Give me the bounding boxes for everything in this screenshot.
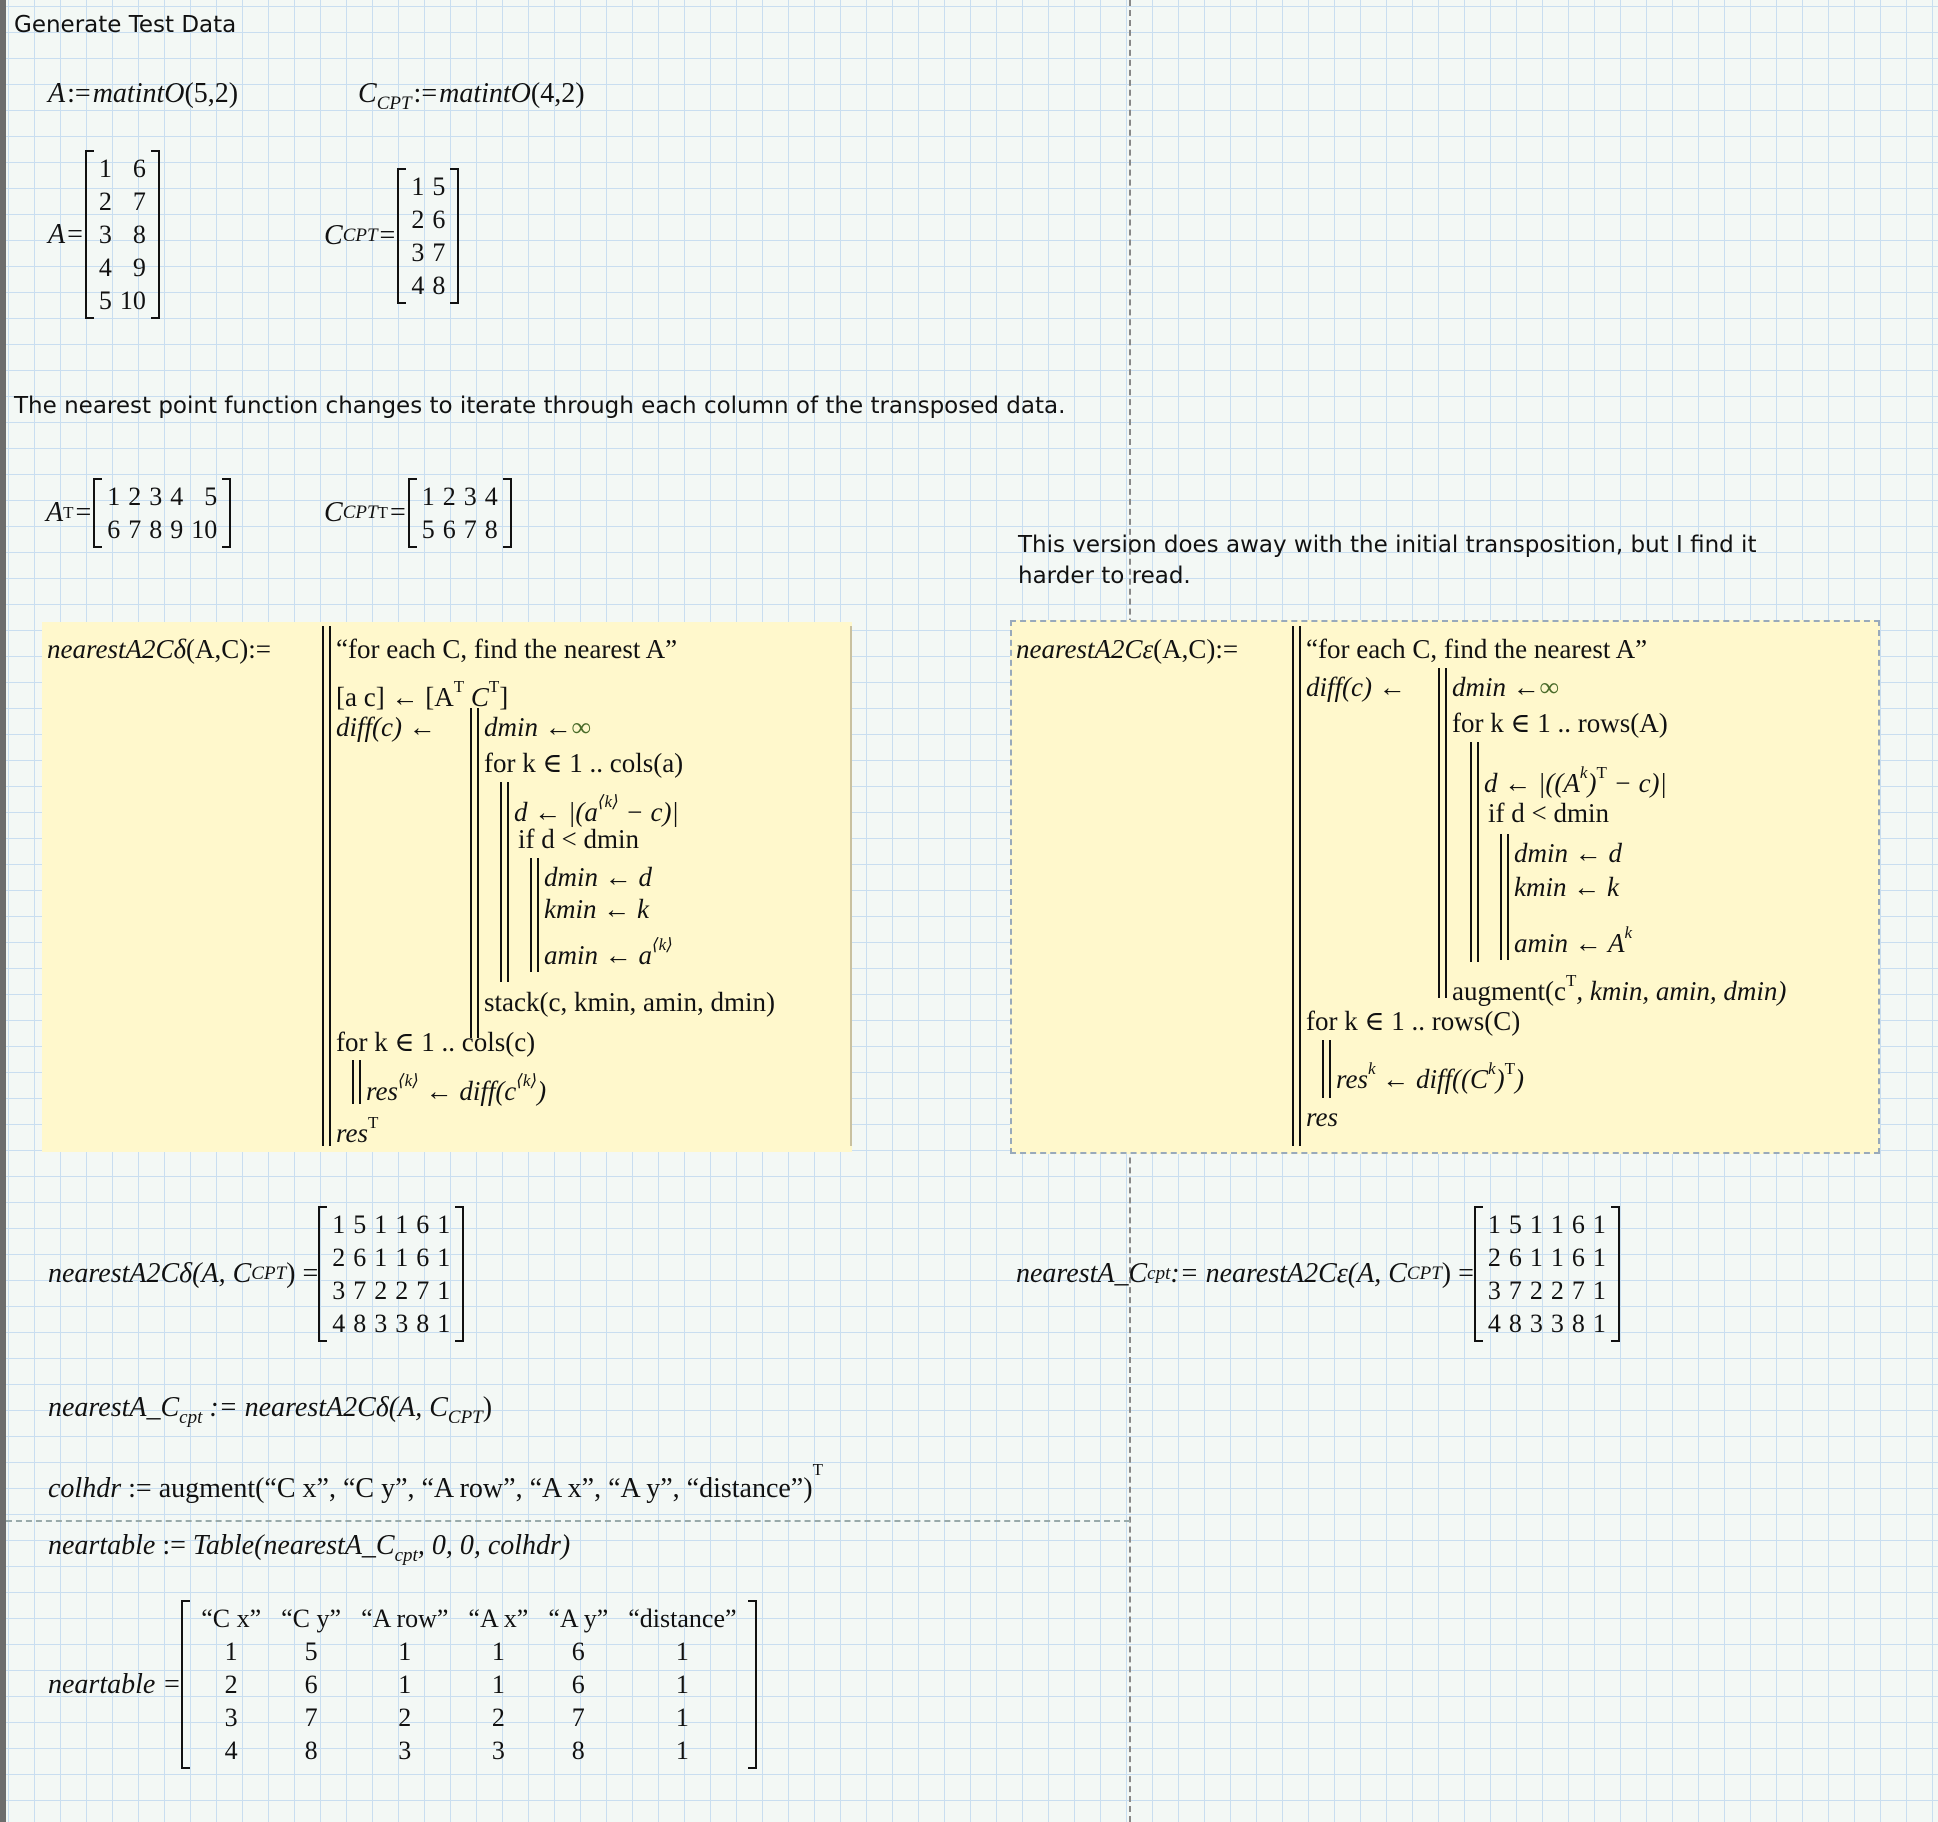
C-evaluation[interactable] [324, 168, 459, 304]
d-assign: d ← $|((A^k)^T - c)|$ [1484, 763, 1667, 798]
kmin-assign: kmin ← k [1514, 872, 1619, 902]
return-res: res$^T$ [336, 1113, 379, 1148]
A-transpose-evaluation[interactable] [46, 478, 231, 548]
call: := nearestA2Cε(A, C [1170, 1258, 1407, 1289]
nearestA-C-assignment[interactable] [48, 1392, 492, 1429]
amin-assign: amin ← $A^k$ [1514, 923, 1633, 958]
matrix-C-transpose: 1 2 3 4 5 6 7 8 [408, 478, 512, 548]
subscript: CPT [1406, 1263, 1442, 1284]
augment-line: $augment(c^T$, kmin, amin, dmin) [1452, 971, 1787, 1006]
program-bar [1292, 626, 1301, 1146]
amin-assign: amin ← $a^{⟨k⟩}$ [544, 935, 673, 970]
C-definition[interactable] [358, 78, 585, 115]
fn-Table: Table [192, 1530, 255, 1561]
neartable-matrix: “C x” “C y” “A row” “A x” “A y” “distance” 1 5 1 1 6 1 2 6 1 1 6 1 3 7 2 2 7 1 4 8 3 3 8 1 [181, 1600, 756, 1769]
A-definition[interactable] [48, 78, 238, 110]
infinity-symbol: ∞ [1539, 672, 1559, 702]
page-break-horizontal [6, 1520, 1130, 1522]
stack-line: stack(c, kmin, amin, dmin) [484, 987, 775, 1017]
transpose-sup: T [377, 503, 388, 522]
transpose-sup: T [812, 1460, 823, 1479]
for2-bar [352, 1060, 361, 1104]
var-colhdr: colhdr [48, 1473, 122, 1504]
args: (4,2) [530, 78, 585, 109]
equals: ) = [286, 1258, 319, 1289]
equals: ) = [1441, 1258, 1474, 1289]
for-loop-2: for k ∈ 1 .. cols(c) [336, 1027, 536, 1057]
diff-head: diff(c) ← [1306, 672, 1406, 702]
subscript: cpt [1147, 1263, 1171, 1284]
for-loop-1: for k ∈ 1 .. rows(A) [1452, 708, 1668, 738]
A-evaluation[interactable] [48, 150, 160, 319]
fn-matintO: matintO [439, 78, 531, 109]
for-loop-2: for k ∈ 1 .. rows(C) [1306, 1006, 1521, 1036]
transpose-sup: T [63, 503, 74, 522]
res-assign: res$^k$ ← $diff((C^k)^T)$ [1336, 1059, 1524, 1094]
program-bar-right [850, 626, 852, 1146]
section-title[interactable]: Generate Test Data [14, 12, 237, 38]
var-neartable: neartable [48, 1530, 156, 1561]
var-A: A [46, 497, 64, 528]
var-A: A [48, 78, 66, 109]
var-nearestA_C: nearestA_C [48, 1392, 180, 1423]
neartable-definition[interactable] [48, 1530, 570, 1567]
neartable-evaluation[interactable] [48, 1600, 757, 1769]
equals: = [75, 497, 92, 528]
note-version-line1[interactable]: This version does away with the initial transposition, but I find it [1018, 532, 1757, 558]
for-loop-1: for k ∈ 1 .. cols(a) [484, 748, 684, 778]
matrix-A: 1 6 2 7 3 8 4 9 5 10 [85, 150, 160, 319]
dmin-init: dmin ←∞ [1452, 672, 1559, 702]
subscript: CPT [342, 225, 378, 246]
comment-string: “for each C, find the nearest A” [1306, 634, 1648, 664]
fn-augment: augment [158, 1473, 256, 1504]
matrix-result-delta: 1 5 1 1 6 1 2 6 1 1 6 1 3 7 2 2 7 1 4 8 3 3 8 1 [318, 1206, 464, 1342]
call: := nearestA2Cδ(A, C [202, 1392, 448, 1423]
define-op: := [121, 1473, 159, 1504]
var-C: C [324, 497, 343, 528]
equals: = [389, 497, 406, 528]
function-signature: nearestA2Cδ(A,C):= [47, 634, 272, 664]
subscript: CPT [251, 1263, 287, 1284]
if-bar [530, 858, 539, 972]
res-assign: res$^{⟨k⟩}$ ← $diff(c^{⟨k⟩})$ [366, 1071, 547, 1106]
args: , 0, 0, colhdr) [417, 1530, 571, 1561]
C-transpose-evaluation[interactable] [324, 478, 512, 548]
matrix-result-epsilon: 1 5 1 1 6 1 2 6 1 1 6 1 3 7 2 2 7 1 4 8 3 3 8 1 [1474, 1206, 1620, 1342]
define-op: := [413, 78, 438, 109]
if-bar [1500, 834, 1509, 960]
diff-head: diff(c) ← [336, 712, 436, 742]
program-bar [322, 626, 331, 1146]
diff-bar [1438, 668, 1447, 998]
note-version-line2[interactable]: harder to read. [1018, 563, 1191, 589]
line-ac: [a c] ← [$A^T$ $C^T$] [336, 677, 509, 712]
var-C: C [358, 78, 377, 109]
fn-matintO: matintO [92, 78, 185, 109]
if-line: if d < dmin [518, 824, 639, 854]
note-transposed[interactable]: The nearest point function changes to iterate through each column of the transposed data. [14, 393, 1066, 419]
dmin-init: dmin ←∞ [484, 712, 591, 742]
comment-string: “for each C, find the nearest A” [336, 634, 678, 664]
var-A: A [48, 218, 66, 250]
var-C: C [324, 220, 343, 251]
call: nearestA2Cδ(A, C [48, 1258, 252, 1289]
args: (5,2) [184, 78, 239, 109]
delta-evaluation[interactable] [48, 1206, 464, 1342]
define-op: := [67, 78, 91, 109]
program-nearestA2C-delta[interactable] [42, 622, 852, 1152]
for1-bar [500, 782, 509, 982]
close-paren: ) [482, 1392, 493, 1423]
d-assign: d ← $|(a^{⟨k⟩} - c)|$ [514, 792, 679, 827]
subscript: cpt [394, 1545, 418, 1566]
args: (nearestA_C [254, 1530, 395, 1561]
args: (“C x”, “C y”, “A row”, “A x”, “A y”, “distance”) [255, 1473, 813, 1504]
for2-bar [1322, 1040, 1331, 1098]
dmin-assign: dmin ← d [544, 862, 652, 892]
kmin-assign: kmin ← k [544, 894, 649, 924]
return-res: res [1306, 1102, 1338, 1132]
epsilon-evaluation[interactable] [1016, 1206, 1620, 1342]
program-nearestA2C-epsilon[interactable] [1010, 620, 1880, 1154]
dmin-assign: dmin ← d [1514, 838, 1622, 868]
infinity-symbol: ∞ [571, 712, 591, 742]
neartable-label: neartable = [48, 1668, 182, 1700]
window-left-edge [0, 0, 6, 1822]
subscript: CPT [376, 93, 412, 114]
matrix-A-transpose: 1 2 3 4 5 6 7 8 9 10 [93, 478, 231, 548]
if-line: if d < dmin [1488, 798, 1609, 828]
colhdr-definition[interactable] [48, 1460, 823, 1505]
define-op: := [155, 1530, 193, 1561]
subscript: CPT [342, 502, 378, 523]
equals: = [379, 220, 396, 251]
subscript: CPT [447, 1407, 483, 1428]
var-nearestA_C: nearestA_C [1016, 1258, 1148, 1289]
for1-bar [1470, 742, 1479, 962]
function-signature: nearestA2Cε(A,C):= [1016, 634, 1239, 664]
diff-bar [470, 708, 479, 1038]
subscript: cpt [179, 1407, 203, 1428]
equals: = [67, 218, 83, 250]
matrix-C-CPT: 1 5 2 6 3 7 4 8 [397, 168, 459, 304]
